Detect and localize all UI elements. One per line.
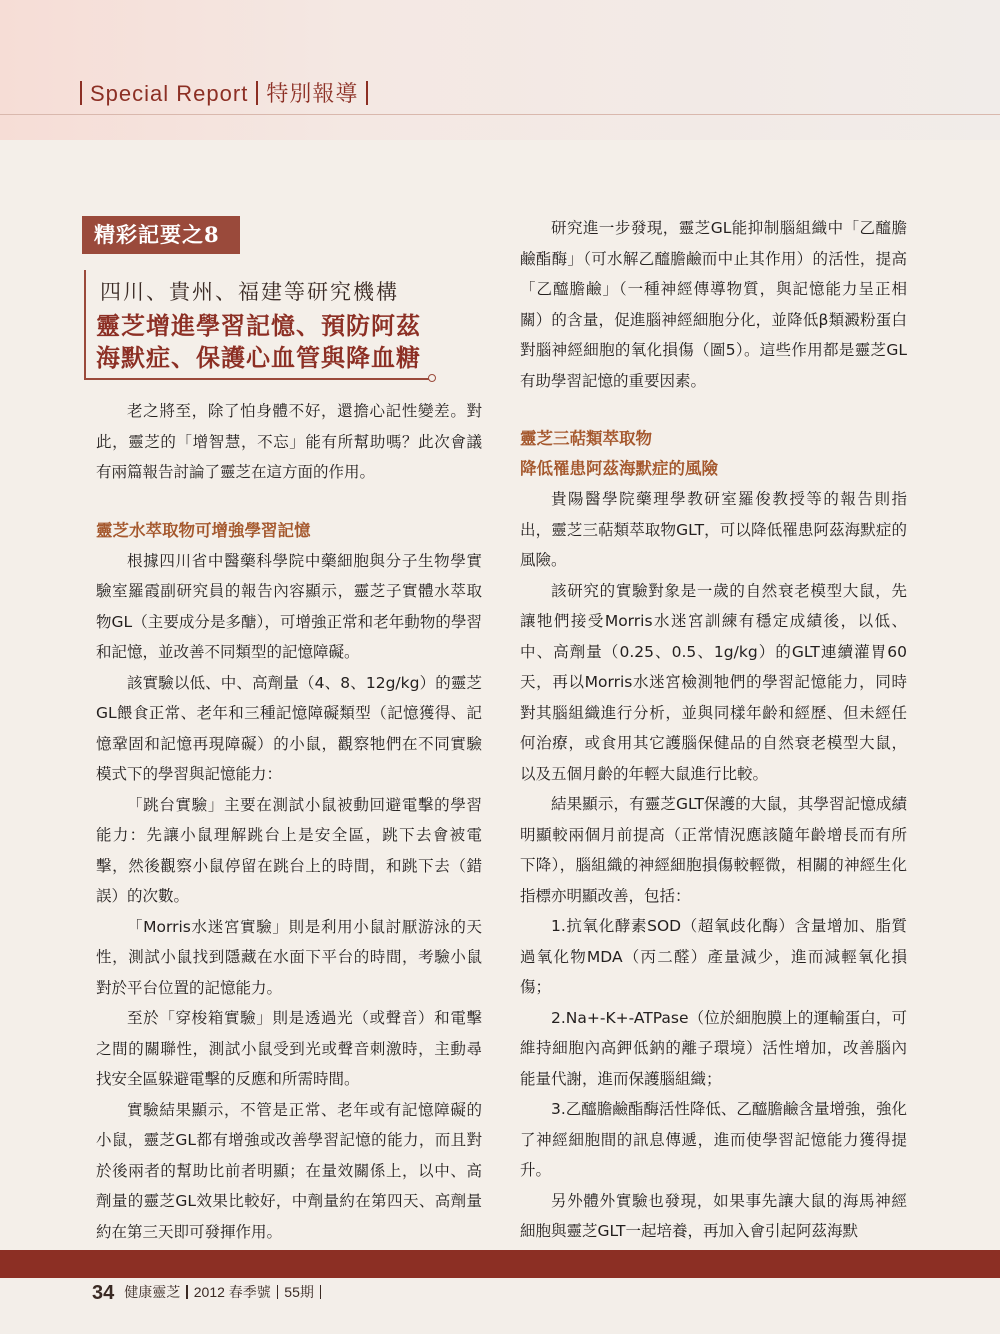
issue-number: 55期 [284,1284,314,1300]
section-label-zh: 特別報導 [266,81,359,106]
header-divider [80,81,82,105]
top-band [0,0,1000,140]
article-headline [96,310,436,374]
left-column [96,396,482,1247]
header-divider [256,81,258,105]
body-paragraph: 貴陽醫學院藥理學教研室羅俊教授等的報告則指出，靈芝三萜類萃取物GLT，可以降低罹患阿茲海默症的風險。 [520,490,907,569]
section-label-en: Special Report [90,81,249,106]
footer-divider [320,1285,322,1299]
section-header [72,77,376,108]
section-heading-1: 靈芝水萃取物可增強學習記憶 [96,520,311,540]
footer-divider [186,1285,188,1299]
header-rule [0,114,1000,115]
footer-divider [277,1285,279,1299]
body-paragraph: 「Morris水迷宮實驗」則是利用小鼠討厭游泳的天性，測試小鼠找到隱藏在水面下平台的時間，考驗小鼠對於平台位置的記憶能力。 [96,917,482,997]
headline-line-2: 海默症、保護心血管與降血糖 [96,343,421,372]
body-paragraph: 研究進一步發現，靈芝GL能抑制腦組織中「乙醯膽鹼酯酶」（可水解乙醯膽鹼而中止其作用）的活性，提高「乙醯膽鹼」（一種神經傳導物質，與記憶能力呈正相關）的含量，促進腦神經細胞分化，並降低β類澱粉蛋白對腦神經細胞的氧化損傷（圖5）。這些作用都是靈芝GL有助學習記憶的重要因素。 [520,219,907,390]
body-paragraph: 實驗結果顯示，不管是正常、老年或有記憶障礙的小鼠，靈芝GL都有增強或改善學習記憶的能力，而且對於後兩者的幫助比前者明顯；在量效關係上，以中、高劑量的靈芝GL效果比較好，中劑量約在第四天、高劑量約在第三天即可發揮作用。 [96,1100,482,1241]
magazine-name: 健康靈芝 [124,1284,181,1300]
issue-season: 2012 春季號 [193,1284,271,1300]
list-item: 2.Na+-K+-ATPase（位於細胞膜上的運輸蛋白，可維持細胞內高鉀低鈉的離子環境）活性增加，改善腦內能量代謝，進而保護腦組織； [520,1008,907,1088]
list-item: 1.抗氧化酵素SOD（超氧歧化酶）含量增加、脂質過氧化物MDA（丙二醛）產量減少，進而減輕氧化損傷； [520,917,907,996]
body-paragraph: 該研究的實驗對象是一歲的自然衰老模型大鼠，先讓牠們接受Morris水迷宮訓練有穩定成績後，以低、中、高劑量（0.25、0.5、1g/kg）的GLT連續灌胃60天，再以Morris水迷宮檢測牠們的學習記憶能力，同時對其腦組織進行分析，並與同樣年齡和經歷、但未經任何治療，或食用其它護腦保健品的自然衰老模型大鼠，以及五個月齡的年輕大鼠進行比較。 [520,581,907,783]
intro-paragraph: 老之將至，除了怕身體不好，還擔心記性變差。對此，靈芝的「增智慧，不忘」能有所幫助嗎？此次會議有兩篇報告討論了靈芝在這方面的作用。 [96,402,482,481]
body-paragraph: 至於「穿梭箱實驗」則是透過光（或聲音）和電擊之間的關聯性，測試小鼠受到光或聲音刺激時，主動尋找安全區躲避電擊的反應和所需時間。 [96,1009,482,1088]
body-paragraph: 另外體外實驗也發現，如果事先讓大鼠的海馬神經細胞與靈芝GLT一起培養，再加入會引起阿茲海默 [520,1191,907,1240]
body-paragraph: 根據四川省中醫藥科學院中藥細胞與分子生物學實驗室羅霞副研究員的報告內容顯示，靈芝子實體水萃取物GL（主要成分是多醣），可增強正常和老年動物的學習和記憶，並改善不同類型的記憶障礙。 [96,551,482,661]
article-kicker: 四川、貴州、福建等研究機構 [100,280,399,304]
section-heading-2-line-2: 降低罹患阿茲海默症的風險 [520,459,718,478]
section-heading-2-line-1: 靈芝三萜類萃取物 [520,429,652,448]
body-paragraph: 「跳台實驗」主要在測試小鼠被動回避電擊的學習能力：先讓小鼠理解跳台上是安全區，跳下去會被電擊，然後觀察小鼠停留在跳台上的時間，和跳下去（錯誤）的次數。 [96,795,482,905]
page-number: 34 [92,1282,115,1304]
body-paragraph: 該實驗以低、中、高劑量（4、8、12g/kg）的靈芝GL餵食正常、老年和三種記憶障礙類型（記憶獲得、記憶鞏固和記憶再現障礙）的小鼠，觀察牠們在不同實驗模式下的學習與記憶能力： [96,673,482,783]
highlight-badge: 精彩記要之8 [82,216,240,254]
right-column [520,213,907,1247]
list-item: 3.乙醯膽鹼酯酶活性降低、乙醯膽鹼含量增強，強化了神經細胞間的訊息傳遞，進而使學習記憶能力獲得提升。 [520,1100,907,1179]
footer-band [0,1250,1000,1278]
frame-ornament [428,374,436,382]
page-footer [92,1282,327,1305]
header-divider [366,81,368,105]
body-paragraph: 結果顯示，有靈芝GLT保護的大鼠，其學習記憶成績明顯較兩個月前提高（正常情況應該隨年齡增長而有所下降），腦組織的神經細胞損傷較輕微，相關的神經生化指標亦明顯改善，包括： [520,795,907,905]
headline-line-1: 靈芝增進學習記憶、預防阿茲 [96,311,421,340]
